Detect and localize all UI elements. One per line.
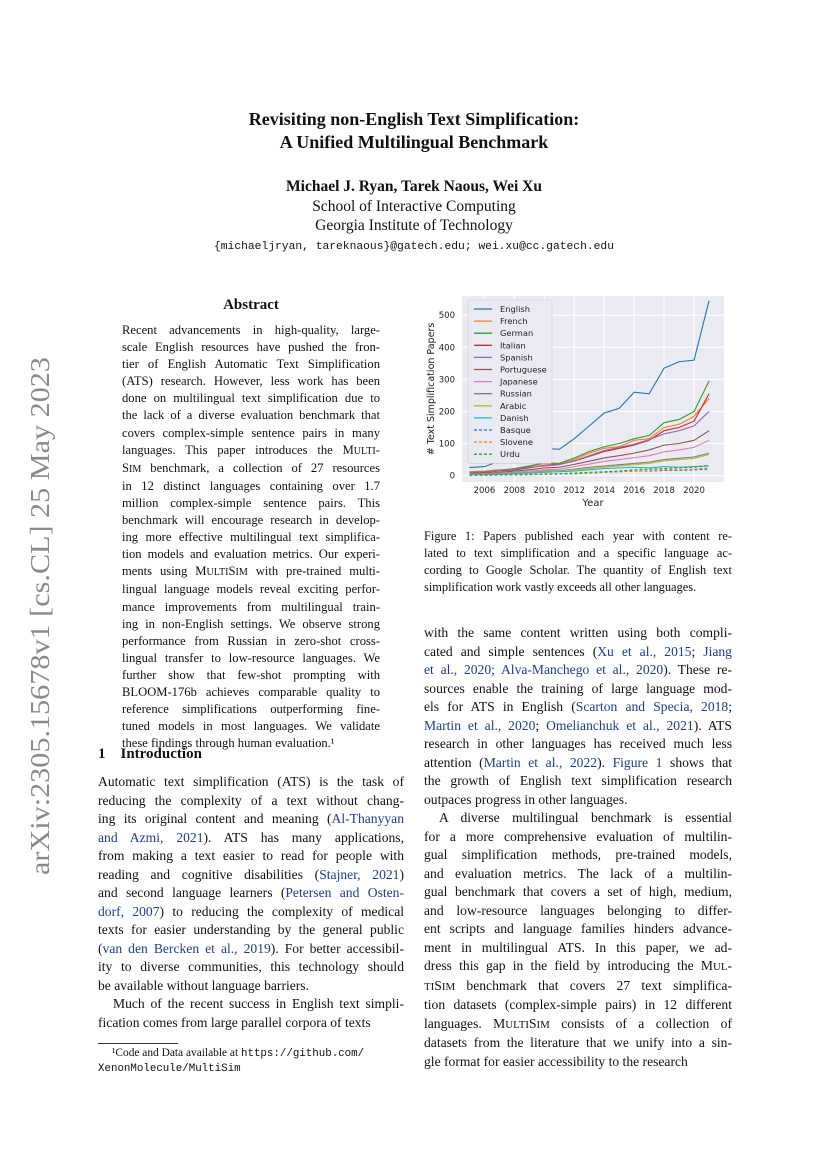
figure-1-caption [424,528,732,596]
text-line: the lack of a diverse evaluation benchmark that [122,408,380,423]
section-number: 1 [98,746,106,762]
y-tick-label: 400 [438,343,455,354]
section-title: Introduction [120,746,202,762]
y-tick-label: 0 [449,471,455,482]
text-line: languages. This paper introduces the MULTI- [122,442,380,457]
abstract-heading: Abstract [223,297,279,313]
x-tick-label: 2010 [533,486,556,496]
right-column-text [424,624,732,1071]
x-tick-label: 2008 [503,486,526,496]
legend-label: Arabic [500,400,527,411]
text-line: tuned models in most languages. We validate [122,719,380,734]
text-line: ity to diverse communities, this technology should [98,959,404,974]
text-line: million complex-simple sentence pairs. This [122,495,380,510]
text-line: lingual transfer to low-resource languages. We [122,650,380,665]
arxiv-stamp-text: arXiv:2305.15678v1 [cs.CL] 25 May 2023 [25,411,55,875]
text-line: (ATS) research. However, less work has been [122,374,380,389]
text-line: BLOOM-176b achieves comparable quality to [122,684,380,699]
text-line: Martin et al., 2020; Omelianchuk et al., 2021). ATS [424,717,732,733]
section-heading [98,746,202,763]
text-line: and Azmi, 2021). ATS has many applications, [98,829,404,845]
text-line: ments using MULTISIM with pre-trained multi- [122,564,381,579]
y-tick-label: 200 [438,407,455,418]
affiliation-line-2: Georgia Institute of Technology [315,217,513,234]
text-line: these findings through human evaluation.¹ [122,736,335,751]
legend-label: German [500,328,534,339]
y-tick-label: 100 [438,439,455,450]
text-line: (van den Bercken et al., 2019). For better accessibil- [98,940,404,956]
text-line: and evaluation metrics. The lack of a multilin- [424,865,732,881]
text-line: lingual language models reveal exciting perfor- [122,582,380,597]
text-line: for a more comprehensive evaluation of multilin- [424,828,732,844]
text-line: cated and simple sentences (Xu et al., 2015; Jiang [424,643,732,659]
legend-label: Japanese [500,376,538,387]
text-line: mance improvements from multilingual train- [122,599,380,614]
y-axis-label: # Text Simplification Papers [426,322,437,456]
text-line: et al., 2020; Alva-Manchego et al., 2020). These re- [424,662,732,677]
text-line: SIM benchmark, a collection of 27 resources [122,460,380,475]
text-line: and low-resource languages belonging to differ- [424,902,732,918]
text-line: ing its original content and meaning (Al-Thanyyan [98,811,404,826]
arxiv-stamp [4,355,64,875]
text-line: tion datasets (complex-simple pairs) in 12 different [424,997,732,1012]
legend-label: Slovene [500,437,534,448]
text-line: datasets from the literature that we unify into a sin- [424,1035,732,1050]
legend-label: Basque [500,425,531,435]
text-line: Figure 1: Papers published each year with content re- [424,529,732,543]
figure-1-chart [412,292,732,517]
text-line: Much of the recent success in English text simpli- [113,996,404,1011]
legend-label: Italian [500,340,526,351]
text-line: TISIM benchmark that covers 27 text simplifica- [424,977,732,993]
legend-label: Spanish [500,352,533,363]
author-emails: {michaeljryan, tareknaous}@gatech.edu; wei.xu@cc.gatech.edu [214,241,614,253]
text-line: the growth of English text simplification research [424,773,732,788]
footnote-line-2: XenonMolecule/MultiSim [98,1063,241,1075]
text-line: languages. MULTISIM consists of a collection of [424,1015,732,1031]
paper-title-line-2: A Unified Multilingual Benchmark [279,132,549,152]
text-line: fication comes from large parallel corpora of texts [98,1014,371,1030]
x-tick-label: 2006 [473,486,496,496]
text-line: tion models and evaluation metrics. Our experi- [122,547,380,562]
text-line: and second language learners (Petersen and Osten- [98,885,404,900]
text-line: gle format for easier accessibility to the research [424,1053,688,1069]
text-line: lated to text simplification and a specific language ac- [424,546,732,560]
text-line: research in other languages has received much less [424,736,732,751]
legend-label: Urdu [500,449,520,460]
text-line: be available without language barriers. [98,977,309,993]
text-line: reading and cognitive disabilities (Stajner, 2021) [98,866,404,882]
text-line: in 12 distinct languages containing over 1.7 [122,478,380,493]
text-line: reducing the complexity of a text without chang- [98,792,404,808]
text-line: A diverse multilingual benchmark is essential [439,810,732,825]
abstract-body [122,322,380,752]
text-line: sources enable the training of large language mod- [424,680,732,696]
text-line: from making a text easier to read for people with [98,848,404,863]
text-line: Recent advancements in high-quality, large- [122,323,380,337]
footnote [98,1046,404,1077]
text-line: tier of English Automatic Text Simplification [122,357,380,372]
x-tick-label: 2012 [563,486,586,496]
text-line: texts for easier understanding by the general public [98,922,404,937]
text-line: gual simplification methods, pre-trained models, [424,847,732,862]
x-tick-label: 2014 [593,486,616,496]
text-line: with the same content written using both compli- [424,625,732,640]
paper-title-line-1: Revisiting non-English Text Simplification: [248,109,580,129]
text-line: benchmark will encourage research in develop- [122,513,380,528]
y-tick-label: 300 [438,375,455,386]
legend-label: Portuguese [500,364,547,375]
text-line: attention (Martin et al., 2022). Figure 1 shows that [424,754,732,770]
text-line: els for ATS in English (Scarton and Specia, 2018; [424,699,732,714]
text-line: ing more effective multilingual text simplifica- [122,530,380,545]
footnote-rule [98,1043,178,1044]
text-line: performance from Russian in zero-shot cross- [122,633,380,648]
affiliation-line-1: School of Interactive Computing [312,198,516,215]
text-line: cording to Google Scholar. The quantity of English text [424,563,732,577]
text-line: ing in non-English settings. We observe strong [122,616,380,631]
x-tick-label: 2016 [623,486,645,496]
text-line: scale English resources have pushed the fron- [122,340,380,355]
y-tick-label: 500 [438,311,455,322]
text-line: covers complex-simple sentence pairs in many [122,425,380,440]
text-line: done on multilingual text simplification due to [122,391,380,406]
x-tick-label: 2018 [653,486,675,496]
legend-label: French [500,316,528,327]
text-line: Automatic text simplification (ATS) is the task of [98,774,404,789]
x-tick-label: 2020 [683,486,705,496]
authors: Michael J. Ryan, Tarek Naous, Wei Xu [286,178,542,195]
legend-label: Danish [500,412,529,423]
text-line: dorf, 2007) to reducing the complexity of medical [98,903,404,919]
text-line: outpaces progress in other languages. [424,791,628,807]
legend-label: English [500,304,530,314]
text-line: gual benchmark that covers a set of high, medium, [424,884,732,899]
text-line: further show that few-shot prompting with [122,667,380,682]
text-line: simplification work vastly exceeds all other languages. [424,580,697,594]
text-line: dress this gap in the field by introducing the MUL- [424,958,732,973]
text-line: reference simplifications outperforming fine- [122,702,380,717]
text-line: ent scripts and language families hinders advance- [424,921,732,936]
left-column-text [98,773,404,1032]
x-axis-label: Year [582,498,604,509]
legend-label: Russian [500,388,532,399]
text-line: ment in multilingual ATS. In this paper, we ad- [424,939,732,955]
footnote-line-1: ¹Code and Data available at https://github.com/ [112,1047,365,1060]
